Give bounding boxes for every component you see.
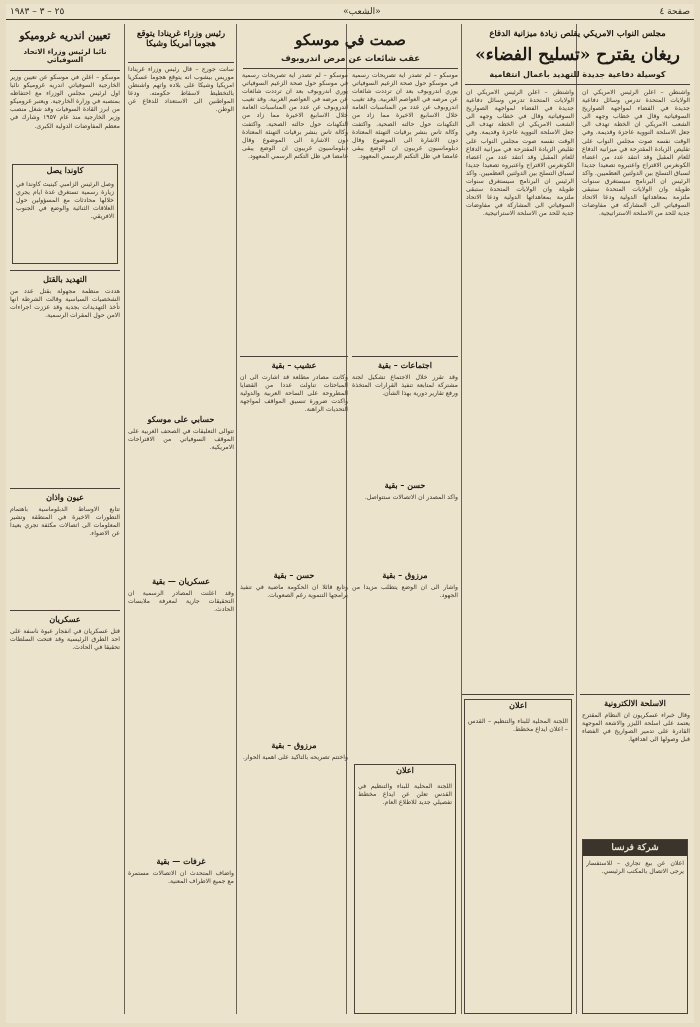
- lead-headline: ريغان يقترح «تسليح الفضاء»: [475, 46, 680, 65]
- section-heading-2: عسكريان — بقية: [152, 576, 210, 586]
- notice-title-2: اعلان: [396, 765, 414, 775]
- grenada-body: سانت جورج – قال رئيس وزراء غرينادا موريس بيشوب انه يتوقع هجوما عسكريا امريكيا وشيكا على بلاده واتهم واشنطن بالتخطيط لاسقاط حكومته. ودعا المواطنين الى الاستعداد للدفاع عن الوطن.: [128, 66, 234, 114]
- divider: [352, 356, 458, 357]
- section-body-3: واضاف المتحدث ان الاتصالات مستمرة مع جميع الاطراف المعنية.: [128, 870, 234, 886]
- column-rule: [124, 24, 125, 1014]
- soldiers-body: قتل عسكريان في انفجار عبوة ناسفة على احد الطرق الرئيسية وقد فتحت السلطات تحقيقا في الحادث.: [10, 628, 120, 652]
- lead-body: واشنطن – اعلن الرئيس الامريكي ان الولايات المتحدة تدرس وسائل دفاعية جديدة في الفضاء لمواجهة الصواريخ السوفياتية وقال في خطاب وجهه الى الشعب الامريكي ان الخطة تهدف الى جعل الاسلحة النووية عاجزة وقديمة. وفي الوقت نفسه صوت مجلس النواب على تقليص الزيادة المقترحة في ميزانية الدفاع للعام المقبل وقد انتقد عدد من اعضاء الكونغرس الاقتراح واعتبروه تصعيدا جديدا لسباق التسلح بين الدولتين العظميين. واكد الرئيس ان البرنامج سيستغرق سنوات طويلة وان الولايات المتحدة ستبقى ملتزمة بمعاهداتها الدولية ودعا الاتحاد السوفياتي الى المشاركة في مفاوضات جدية للحد من الاسلحة الاستراتيجية.: [582, 89, 690, 218]
- column-rule: [576, 24, 577, 1014]
- page-label: صفحة ٤: [659, 6, 690, 17]
- lead-kicker: مجلس النواب الأمريكي يقلص زيادة ميزانية الدفاع: [489, 30, 666, 39]
- hassan-body-2: وتابع قائلا ان الحكومة ماضية في تنفيذ برامجها التنموية رغم الصعوبات.: [240, 584, 348, 600]
- soldiers-title: عسكريان: [49, 614, 81, 624]
- issue-date: ٢٥ – ٣ – ١٩٨٣: [10, 6, 65, 17]
- moscow-subhead: عقب شائعات عن مرض اندروبوف: [280, 54, 421, 64]
- divider: [128, 62, 234, 63]
- notice-title: اعلان: [509, 700, 527, 710]
- ashib-body: وكانت مصادر مطلعة قد اشارت الى ان المباحثات تناولت عددا من القضايا المطروحة على الساحة العربية والدولية واكدت ضرورة تنسيق المواقف لمواجهة التحديات الراهنة.: [240, 374, 348, 414]
- divider: [462, 694, 574, 695]
- marzouk-heading-2: مرزوق – بقية: [271, 740, 317, 750]
- eyes-ears-title: عيون واذان: [46, 492, 84, 502]
- newspaper-page: [6, 4, 694, 1023]
- divider: [465, 84, 690, 85]
- divider: [10, 270, 120, 271]
- advertisement-box: [582, 839, 688, 1014]
- notice-body: اللجنة المحلية للبناء والتنظيم – القدس – اعلان ايداع مخطط.: [468, 718, 568, 734]
- gromyko-body: موسكو – اعلن في موسكو عن تعيين وزير الخارجية السوفياتي اندريه غروميكو نائبا اول لرئيس مجلس الوزراء مع احتفاظه بمنصبه في وزارة الخارجية. ويعتبر غروميكو من ابرز القادة السوفيات وقد شغل منصب وزير الخارجية منذ عام ١٩٥٧ وشارك في معظم المفاوضات الدولية الكبرى.: [10, 74, 120, 130]
- column-rule: [236, 24, 237, 1014]
- moscow-headline: صمت في موسكو: [295, 32, 406, 49]
- hassan-heading-2: حسن – بقية: [273, 570, 315, 580]
- grenada-headline: رئيس وزراء غرينادا يتوقع هجوما امريكا وشيكا: [136, 30, 226, 49]
- section-body-2: وقد اعلنت المصادر الرسمية ان التحقيقات جارية لمعرفة ملابسات الحادث.: [128, 590, 234, 614]
- threat-title: التهديد بالقتل: [43, 274, 87, 284]
- notice-box-2: [354, 764, 456, 1014]
- moscow-body-continued: موسكو – لم تصدر اية تصريحات رسمية في موسكو حول صحة الزعيم السوفياتي يوري اندروبوف بعد ان ترددت شائعات عن مرضه في العواصم الغربية. وقد تغيب اندروبوف عن عدد من المناسبات العامة خلال الاسابيع الاخيرة مما زاد من التكهنات حول حالته الصحية. واكتفت وكالة تاس بنشر برقيات التهنئة المعتادة دون الاشارة الى الموضوع وقال دبلوماسيون غربيون ان الوضع يبقى غامضا في ظل التكتم الرسمي المعهود.: [242, 72, 348, 160]
- electronic-weapons-body: وقال خبراء عسكريون ان النظام المقترح يعتمد على اسلحة الليزر والاشعة الموجهة القادرة على تدمير الصواريخ في الفضاء قبل وصولها الى اهدافها.: [582, 712, 690, 744]
- kaunda-box: [12, 164, 118, 264]
- meetings-body: وقد تقرر خلال الاجتماع تشكيل لجنة مشتركة لمتابعة تنفيذ القرارات المتخذة ورفع تقارير دورية بهذا الشأن.: [352, 374, 458, 398]
- marzouk-body: واشار الى ان الوضع يتطلب مزيدا من الجهود.: [352, 584, 458, 600]
- threat-body: هددت منظمة مجهولة بقتل عدد من الشخصيات السياسية وقالت الشرطة انها تأخذ التهديدات بجدية وقد عززت اجراءات الامن حول المقرات الرسمية.: [10, 288, 120, 320]
- section-body-1: تتوالى التعليقات في الصحف الغربية على الموقف السوفياتي من الاقتراحات الامريكية.: [128, 428, 234, 452]
- section-heading-3: غرفات — بقية: [156, 856, 206, 866]
- paper-name: «الشعب»: [343, 6, 381, 17]
- column-rule: [461, 24, 462, 1014]
- kaunda-title: كاوندا يصل: [46, 165, 84, 175]
- divider: [243, 68, 458, 69]
- gromyko-headline: تعيين اندريه غروميكو: [19, 30, 111, 42]
- meetings-heading: اجتماعات – بقية: [378, 360, 432, 370]
- divider: [240, 356, 348, 357]
- notice-box: [464, 699, 572, 1014]
- divider: [10, 488, 120, 489]
- divider: [10, 610, 120, 611]
- divider: [10, 70, 120, 71]
- section-heading-1: حسابي على موسكو: [147, 414, 215, 424]
- gromyko-subhead: نائبا لرئيس وزراء الاتحاد السوفياتي: [23, 48, 107, 65]
- hassan-body: واكد المصدر ان الاتصالات ستتواصل.: [364, 494, 458, 501]
- notice-body-2: اللجنة المحلية للبناء والتنظيم في القدس تعلن عن ايداع مخطط تفصيلي جديد للاطلاع العام.: [358, 783, 452, 807]
- ashib-heading: عشيب – بقية: [271, 360, 317, 370]
- lead-body-continued: واشنطن – اعلن الرئيس الامريكي ان الولايات المتحدة تدرس وسائل دفاعية جديدة في الفضاء لمواجهة الصواريخ السوفياتية وقال في خطاب وجهه الى الشعب الامريكي ان الخطة تهدف الى جعل الاسلحة النووية عاجزة وقديمة. وفي الوقت نفسه صوت مجلس النواب على تقليص الزيادة المقترحة في ميزانية الدفاع للعام المقبل وقد انتقد عدد من اعضاء الكونغرس الاقتراح واعتبروه تصعيدا جديدا لسباق التسلح بين الدولتين العظميين. واكد الرئيس ان البرنامج سيستغرق سنوات طويلة وان الولايات المتحدة ستبقى ملتزمة بمعاهداتها الدولية ودعا الاتحاد السوفياتي الى المشاركة في مفاوضات جدية للحد من الاسلحة الاستراتيجية.: [466, 89, 574, 218]
- hassan-heading: حسن – بقية: [384, 480, 426, 490]
- divider: [580, 694, 690, 695]
- lead-subhead: كوسيلة دفاعية جديدة للتهديد بأعمال انتقامية: [489, 70, 666, 79]
- ad-body: اعلان عن بيع تجاري – للاستفسار يرجى الاتصال بالمكتب الرئيسي.: [586, 860, 684, 876]
- masthead: [6, 4, 694, 20]
- electronic-weapons-heading: الاسلحة الالكترونية: [604, 698, 666, 708]
- ad-title: شركة فرنسا: [583, 840, 687, 856]
- marzouk-heading: مرزوق – بقية: [382, 570, 428, 580]
- kaunda-body: وصل الرئيس الزامبي كينيث كاوندا في زيارة رسمية تستغرق عدة ايام يجري خلالها محادثات مع المسؤولين حول العلاقات الثنائية والوضع في الجنوب الافريقي.: [16, 181, 114, 221]
- moscow-body: موسكو – لم تصدر اية تصريحات رسمية في موسكو حول صحة الزعيم السوفياتي يوري اندروبوف بعد ان ترددت شائعات عن مرضه في العواصم الغربية. وقد تغيب اندروبوف عن عدد من المناسبات العامة خلال الاسابيع الاخيرة مما زاد من التكهنات حول حالته الصحية. واكتفت وكالة تاس بنشر برقيات التهنئة المعتادة دون الاشارة الى الموضوع وقال دبلوماسيون غربيون ان الوضع يبقى غامضا في ظل التكتم الرسمي المعهود.: [352, 72, 458, 160]
- marzouk-body-2: واختتم تصريحه بالتأكيد على اهمية الحوار.: [242, 754, 348, 761]
- eyes-ears-body: تتابع الاوساط الدبلوماسية باهتمام التطورات الاخيرة في المنطقة وتشير المعلومات الى اتصالات مكثفة تجري بعيدا عن الاضواء.: [10, 506, 120, 538]
